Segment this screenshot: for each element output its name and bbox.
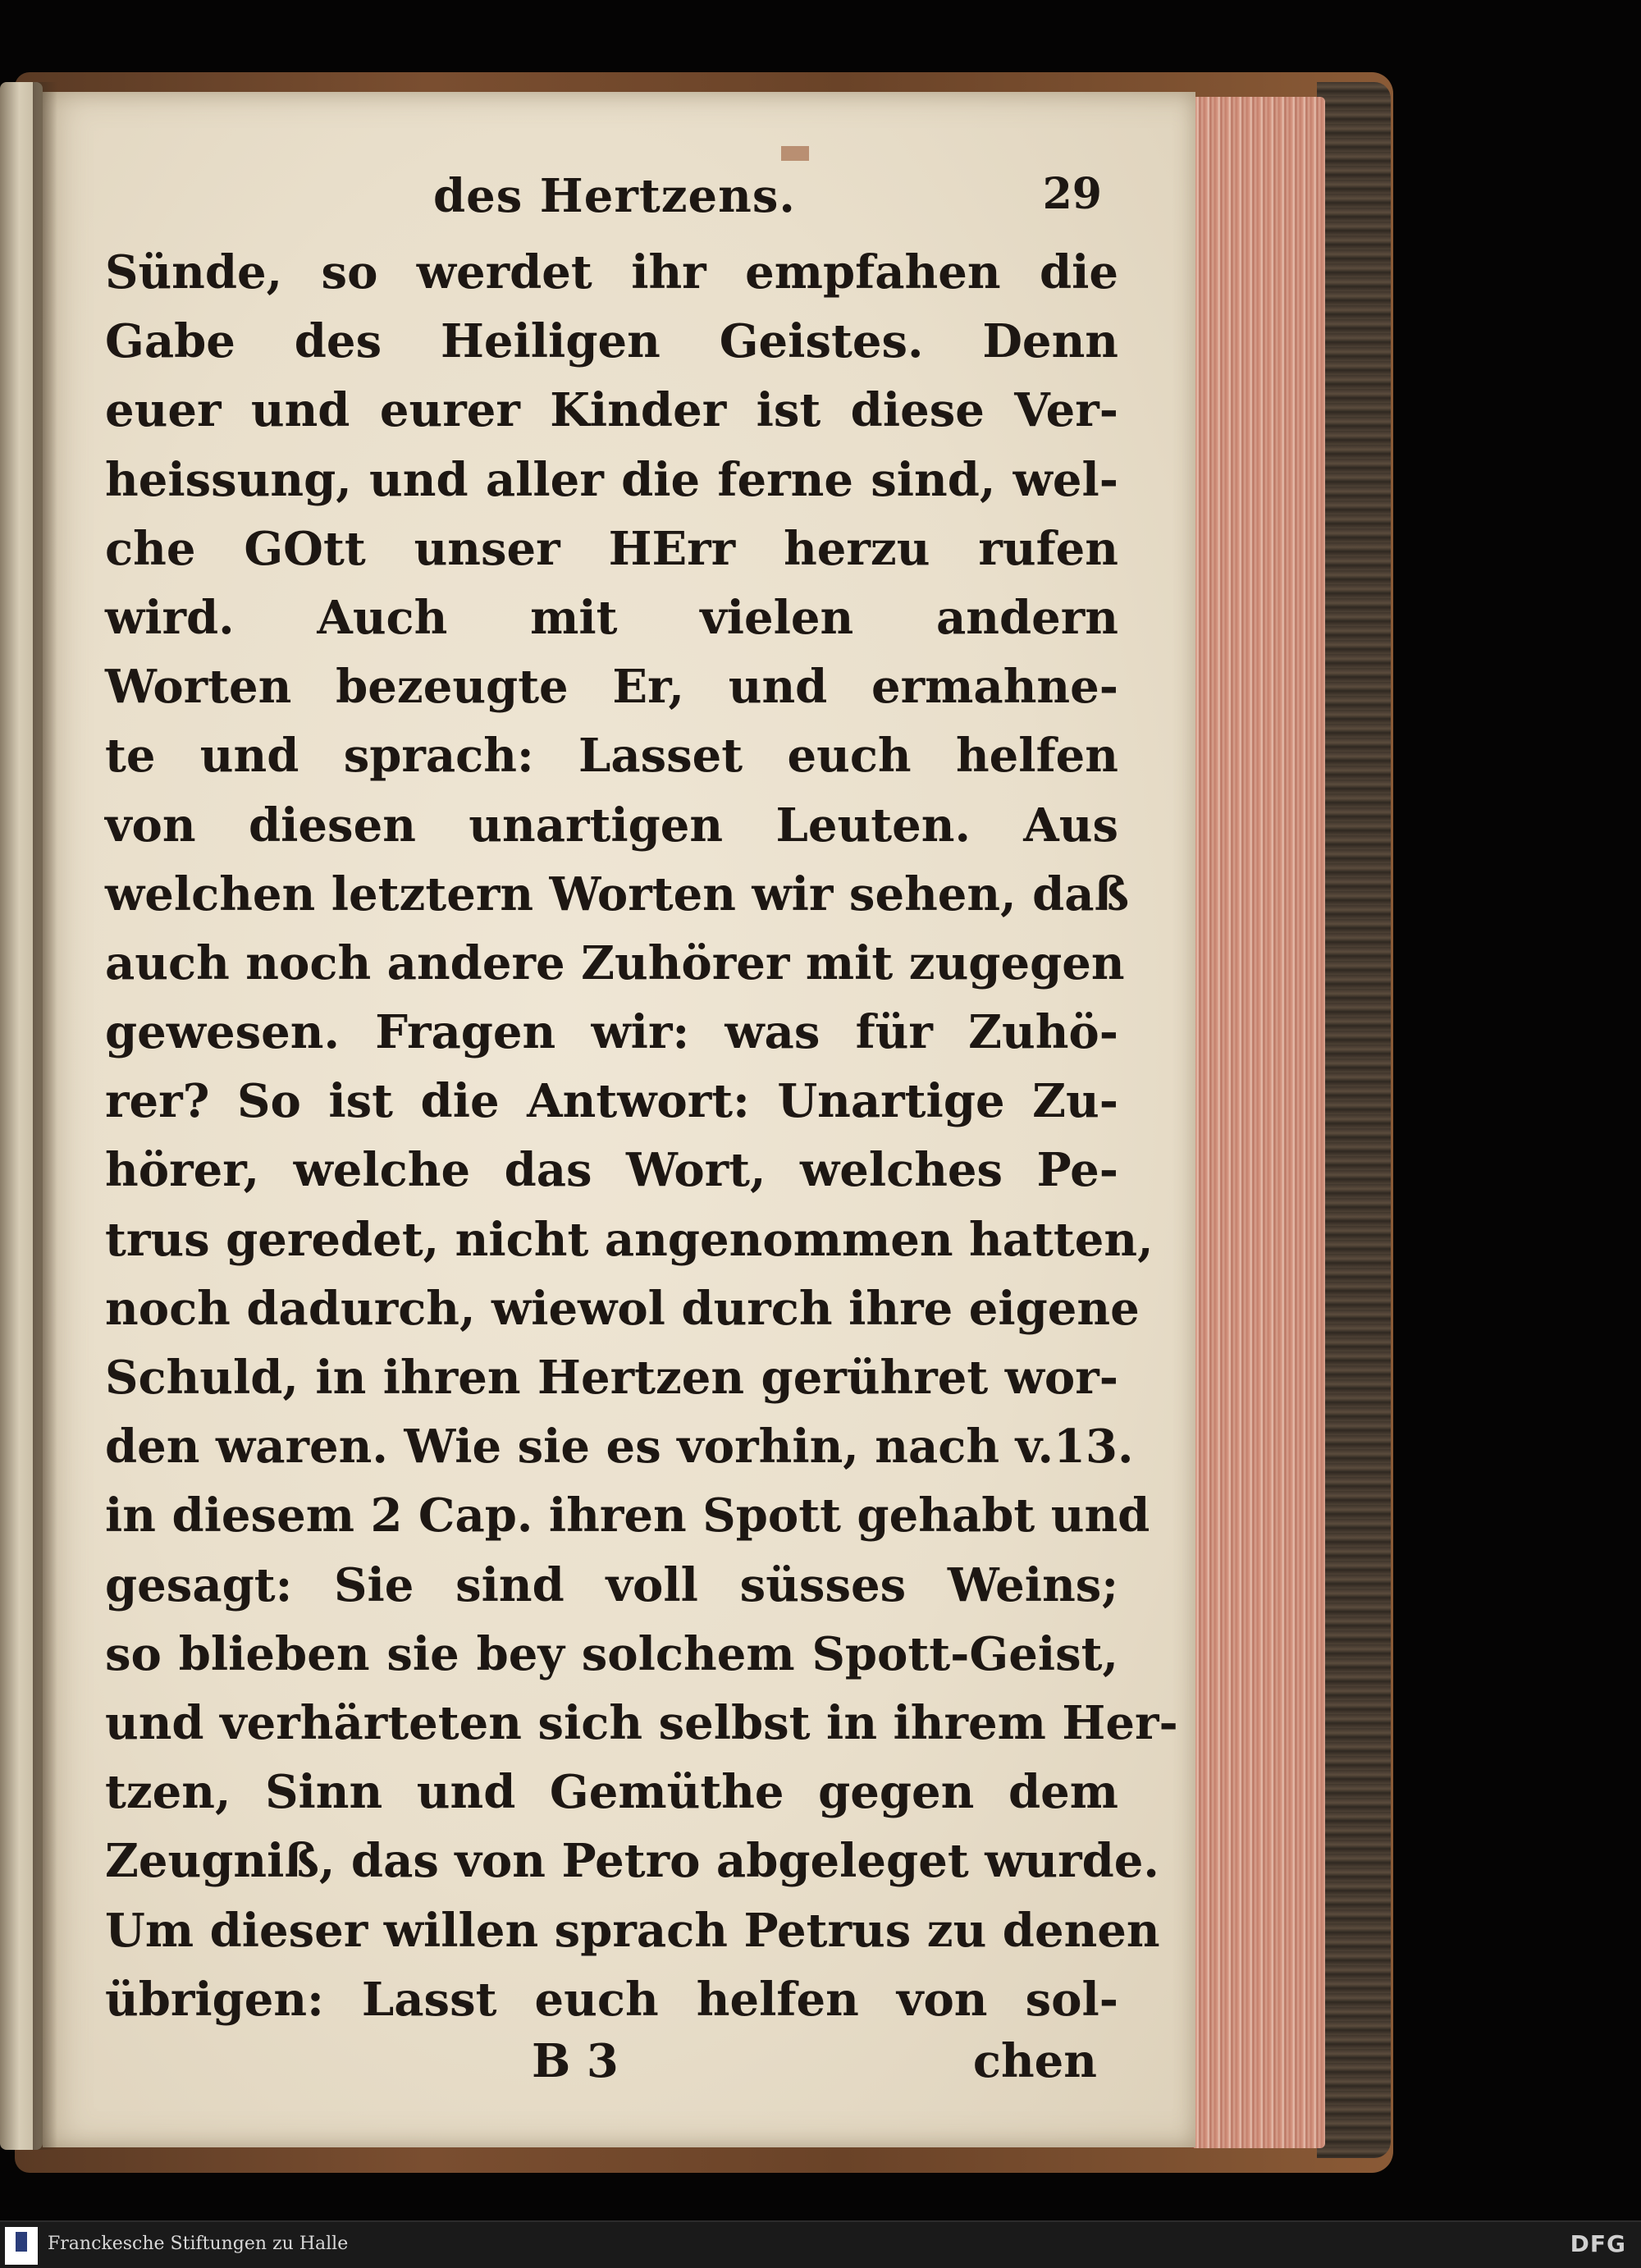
page-body (105, 238, 1178, 2034)
text-line: noch dadurch, wiewol durch ihre eigene (105, 1281, 1140, 1336)
text-line: rer? So ist die Antwort: Unartige Zu- (105, 1074, 1118, 1129)
text-line: welchen letztern Worten wir sehen, daß (105, 867, 1130, 921)
text-line: euer und eurer Kinder ist diese Ver- (105, 383, 1118, 438)
text-line: von diesen unartigen Leuten. Aus (105, 798, 1118, 853)
page-number: 29 (1042, 169, 1102, 219)
catchword: chen (972, 2033, 1097, 2088)
page-fore-edge (1191, 97, 1325, 2148)
running-head: des Hertzens. (433, 169, 796, 223)
text-line: che GOtt unser HErr herzu rufen (105, 521, 1118, 576)
text-line: Worten bezeugte Er, und ermahne- (105, 660, 1118, 715)
text-line: so blieben sie bey solchem Spott-Geist, (105, 1626, 1118, 1681)
text-line: wird. Auch mit vielen andern (105, 590, 1118, 645)
signature-mark: B 3 (532, 2033, 619, 2088)
text-line: Zeugniß, das von Petro abgeleget wurde. (105, 1834, 1159, 1889)
text-line: den waren. Wie sie es vorhin, nach v.13. (105, 1420, 1134, 1475)
text-line: gesagt: Sie sind voll süsses Weins; (105, 1557, 1118, 1612)
text-line: Gabe des Heiligen Geistes. Denn (105, 314, 1118, 369)
text-line: tzen, Sinn und Gemüthe gegen dem (105, 1765, 1118, 1820)
text-line: gewesen. Fragen wir: was für Zuhö- (105, 1005, 1118, 1060)
paper-mark (781, 146, 809, 161)
page-footer (105, 2034, 1118, 2103)
dfg-logo: DFG (1570, 2230, 1626, 2257)
institution-name: Franckesche Stiftungen zu Halle (48, 2234, 349, 2254)
text-line: heissung, und aller die ferne sind, wel- (105, 452, 1118, 507)
text-line: Um dieser willen sprach Petrus zu denen (105, 1903, 1160, 1958)
text-line: Sünde, so werdet ihr empfahen die (105, 245, 1118, 300)
text-line: Schuld, in ihren Hertzen gerühret wor- (105, 1351, 1118, 1405)
page-text-block (105, 169, 1178, 2103)
spine-shadow (33, 82, 57, 2150)
text-line: übrigen: Lasst euch helfen von sol- (105, 1972, 1118, 2027)
library-banner (0, 2220, 1641, 2268)
text-line: in diesem 2 Cap. ihren Spott gehabt und (105, 1488, 1150, 1543)
text-line: trus geredet, nicht angenommen hatten, (105, 1212, 1154, 1267)
logo-figure-icon (16, 2232, 27, 2252)
text-line: und verhärteten sich selbst in ihrem Her- (105, 1695, 1178, 1750)
page-header (105, 169, 1118, 238)
text-line: hörer, welche das Wort, welches Pe- (105, 1143, 1118, 1198)
text-line: te und sprach: Lasset euch helfen (105, 729, 1118, 784)
text-line: auch noch andere Zuhörer mit zugegen (105, 935, 1125, 990)
book-board-edge (1317, 82, 1391, 2158)
institution-logo-icon (5, 2227, 38, 2265)
